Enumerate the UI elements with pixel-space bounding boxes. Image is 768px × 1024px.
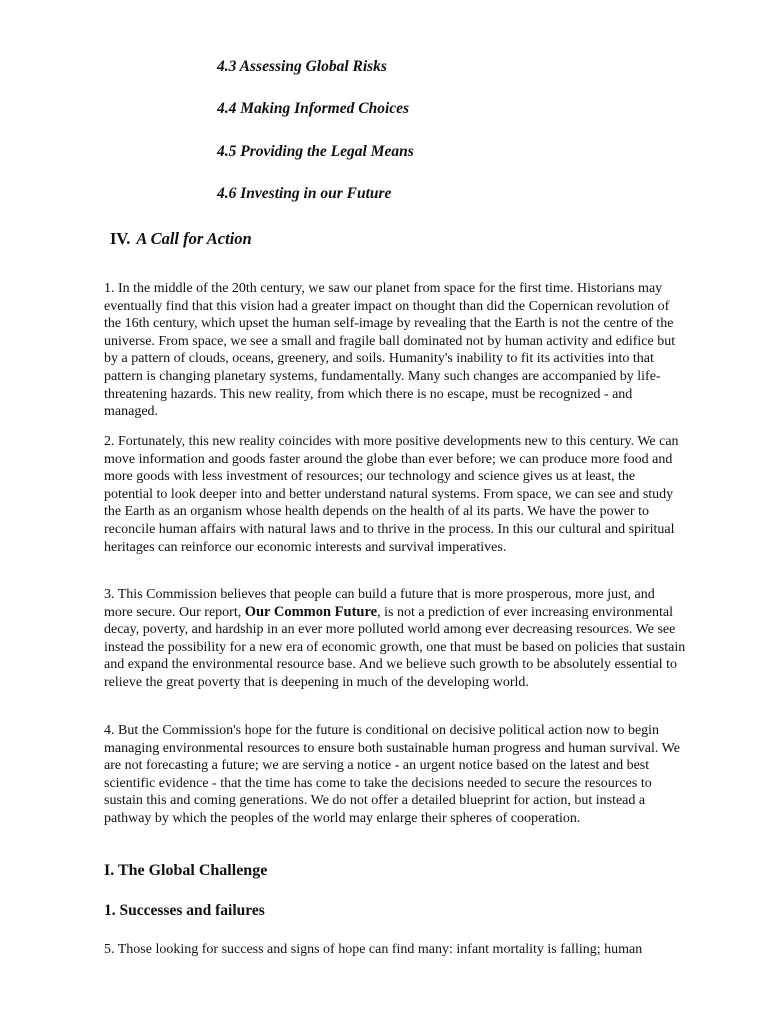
- toc-item-4-3: 4.3 Assessing Global Risks: [217, 58, 387, 75]
- section-title: A Call for Action: [136, 229, 252, 248]
- section-number: IV.: [110, 229, 131, 248]
- toc-item-4-5: 4.5 Providing the Legal Means: [217, 143, 414, 160]
- section-heading: [110, 229, 252, 249]
- paragraph-3: [104, 586, 686, 692]
- paragraph-2: 2. Fortunately, this new reality coincides with more positive developments new to this century. We can move information and goods faster around the globe than ever before; we can produce more food and more goods with less investment of resources; our technology and science gives us at least, the potential to look deeper into and better understand natural systems. From space, we can see and study the Earth as an organism whose health depends on the health of al its parts. We have the power to reconcile human affairs with natural laws and to thrive in the process. In this our cultural and spiritual heritages can reinforce our economic interests and survival imperatives.: [104, 434, 679, 555]
- toc-item-4-4: 4.4 Making Informed Choices: [217, 100, 410, 117]
- report-title: Our Common Future: [244, 603, 378, 620]
- paragraph-4: 4. But the Commission's hope for the future is conditional on decisive political action now to begin managing environmental resources to ensure both sustainable human progress and human survival. We are not forecasting a future; we are serving a notice - an urgent notice based on the latest and best scientific evidence - that the time has come to take the decisions needed to secure the resources to sustain this and coming generations. We do not offer a detailed blueprint for action, but instead a pathway by which the peoples of the world may enlarge their spheres of cooperation.: [104, 723, 680, 826]
- heading-successes-failures: 1. Successes and failures: [104, 902, 265, 919]
- heading-global-challenge: I. The Global Challenge: [104, 862, 268, 879]
- paragraph-3-text-end: , is not a prediction of ever increasing environmental decay, poverty, and hardship in an ever more polluted world among ever decreasing resources. We see instead the possibility for a new era of economic growth, one that must be based on policies that sustain and expand the environmental resource base. And we believe such growth to be absolutely essential to relieve the great poverty that is deepening in much of the developing world.: [104, 604, 686, 690]
- paragraph-3-text-start: 3. This Commission believes that people can build a future that is more prosperous, more just, and more secure. Our report,: [104, 587, 655, 620]
- paragraph-5: 5. Those looking for success and signs of hope can find many: infant mortality is falling; human: [104, 942, 643, 957]
- paragraph-1: 1. In the middle of the 20th century, we saw our planet from space for the first time. Historians may eventually find that this vision had a greater impact on thought than did the Copernican revolution of the 16th century, which upset the human self-image by revealing that the Earth is not the centre of the universe. From space, we see a small and fragile ball dominated not by human activity and edifice but by a pattern of clouds, oceans, greenery, and soils. Humanity's inability to fit its activities into that pattern is changing planetary systems, fundamentally. Many such changes are accompanied by life-threatening hazards. This new reality, from which there is no escape, must be recognized - and managed.: [104, 281, 676, 420]
- toc-item-4-6: 4.6 Investing in our Future: [217, 185, 392, 202]
